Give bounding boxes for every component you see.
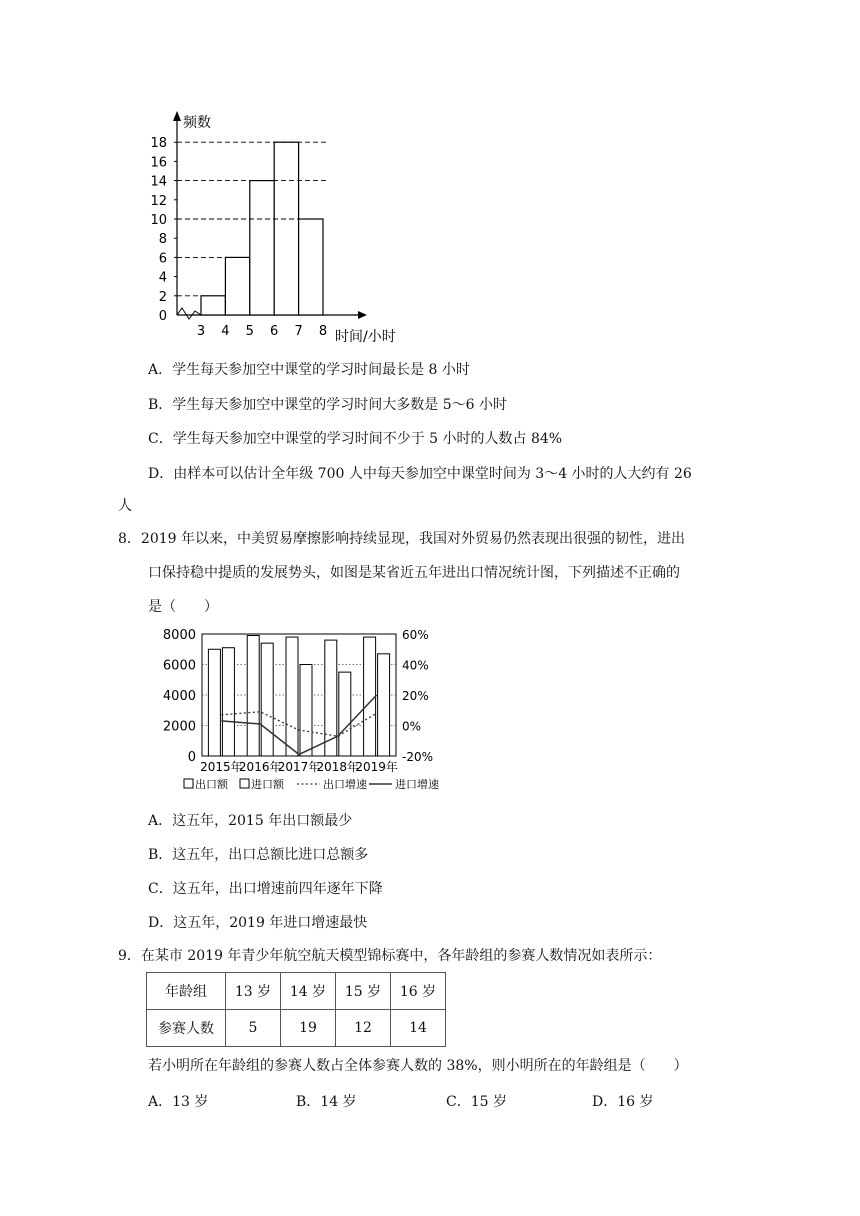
q7-option-c: C．学生每天参加空中课堂的学习时间不少于 5 小时的人数占 84% — [148, 431, 563, 447]
bar-export — [208, 649, 220, 756]
q8-option-a: A．这五年，2015 年出口额最少 — [148, 813, 353, 829]
histogram-bar — [299, 219, 323, 315]
bar-import — [339, 672, 351, 756]
age-group-table — [146, 972, 446, 1047]
x-tick-label: 8 — [318, 324, 328, 339]
table-cell: 年龄组 — [147, 973, 226, 1010]
x-tick-label: 6 — [270, 324, 279, 339]
q7-option-a: A．学生每天参加空中课堂的学习时间最长是 8 小时 — [148, 362, 470, 378]
table-cell: 13 岁 — [226, 973, 281, 1010]
histogram-bar — [250, 181, 274, 315]
x-tick-label: 3 — [196, 324, 206, 339]
left-tick-label: 4000 — [162, 689, 196, 704]
bar-export — [364, 637, 376, 756]
histogram-bar — [201, 296, 225, 315]
x-tick-label: 4 — [221, 324, 230, 339]
left-tick-label: 8000 — [162, 628, 196, 643]
legend-label: 出口增速 — [323, 778, 367, 791]
q7-option-d: D．由样本可以估计全年级 700 人中每天参加空中课堂时间为 3～4 小时的人大约有 26 — [148, 466, 692, 482]
histogram-bar — [225, 257, 249, 315]
left-tick-label: 6000 — [162, 658, 196, 674]
category-label: 2015年 — [200, 760, 243, 774]
q9-option-a: A．13 岁 — [148, 1094, 209, 1110]
legend-swatch-import — [240, 779, 249, 788]
q8-stem-line-2: 口保持稳中提质的发展势头，如图是某省近五年进出口情况统计图，下列描述不正确的 — [148, 565, 680, 581]
table-cell: 14 岁 — [281, 973, 336, 1010]
table-row — [147, 1010, 446, 1047]
x-axis-label: 时间/小时 — [335, 329, 396, 345]
bar-import — [300, 665, 312, 757]
y-tick-label: 6 — [158, 251, 167, 267]
trade-chart — [140, 622, 460, 800]
q9-question: 若小明所在年龄组的参赛人数占全体参赛人数的 38%，则小明所在的年龄组是（ ） — [148, 1058, 688, 1074]
q8-option-b: B．这五年，出口总额比进口总额多 — [148, 847, 369, 863]
right-tick-label: 60% — [402, 628, 429, 642]
category-label: 2016年 — [238, 760, 282, 774]
y-tick-label: 18 — [150, 136, 167, 152]
y-tick-label: 0 — [158, 309, 167, 324]
left-tick-label: 0 — [187, 750, 196, 765]
q8-stem-line-1: 8．2019 年以来，中美贸易摩擦影响持续显现，我国对外贸易仍然表现出很强的韧性，进出 — [118, 531, 685, 547]
q8-option-d: D．这五年，2019 年进口增速最快 — [148, 915, 368, 931]
category-label: 2017年 — [277, 760, 321, 774]
category-label: 2019年 — [355, 760, 398, 774]
table-cell: 19 — [281, 1010, 336, 1047]
y-axis-label: 频数 — [183, 115, 211, 131]
histogram-bar — [274, 142, 298, 315]
bar-export — [247, 636, 259, 756]
y-tick-label: 10 — [150, 213, 167, 228]
y-axis-arrow — [173, 111, 181, 121]
bar-export — [325, 640, 337, 756]
import-growth-line — [221, 695, 376, 754]
bar-import — [378, 654, 390, 756]
category-label: 2018年 — [316, 760, 360, 774]
export-growth-line — [221, 712, 376, 736]
q7-option-b: B．学生每天参加空中课堂的学习时间大多数是 5～6 小时 — [148, 397, 508, 413]
right-tick-label: 0% — [402, 719, 422, 734]
q7-option-d-continuation: 人 — [118, 498, 132, 514]
bar-import — [261, 643, 273, 756]
x-tick-label: 7 — [294, 324, 303, 339]
table-cell: 14 — [391, 1010, 446, 1047]
table-cell: 16 岁 — [391, 973, 446, 1010]
q9-option-c: C．15 岁 — [446, 1094, 507, 1110]
x-tick-label: 5 — [245, 324, 254, 339]
q9-option-d: D．16 岁 — [592, 1094, 654, 1110]
table-cell: 15 岁 — [336, 973, 391, 1010]
right-tick-label: 40% — [402, 658, 429, 673]
table-cell: 5 — [226, 1010, 281, 1047]
y-tick-label: 16 — [150, 155, 167, 171]
table-cell: 参赛人数 — [147, 1010, 226, 1047]
legend-label: 进口额 — [251, 778, 284, 791]
right-tick-label: -20% — [402, 750, 434, 764]
y-tick-label: 2 — [158, 289, 167, 305]
right-tick-label: 20% — [402, 689, 429, 703]
bar-import — [222, 648, 234, 756]
q8-option-c: C．这五年，出口增速前四年逐年下降 — [148, 881, 383, 897]
frequency-histogram — [145, 105, 425, 350]
q9-stem: 9．在某市 2019 年青少年航空航天模型锦标赛中，各年龄组的参赛人数情况如表所示： — [118, 948, 662, 964]
table-cell: 12 — [336, 1010, 391, 1047]
y-tick-label: 14 — [150, 174, 167, 190]
axis-break-mark — [177, 308, 201, 319]
left-tick-label: 2000 — [162, 719, 196, 735]
legend-swatch-export — [184, 779, 193, 788]
legend-label: 出口额 — [195, 778, 228, 791]
y-tick-label: 4 — [158, 270, 167, 286]
bar-export — [286, 637, 298, 756]
y-tick-label: 12 — [150, 193, 167, 209]
legend-label: 进口增速 — [395, 778, 439, 791]
q8-stem-line-3: 是（ ） — [148, 599, 218, 615]
q9-option-b: B．14 岁 — [296, 1094, 357, 1110]
x-axis-arrow — [358, 311, 367, 319]
table-header-row — [147, 973, 446, 1010]
y-tick-label: 8 — [158, 232, 167, 248]
